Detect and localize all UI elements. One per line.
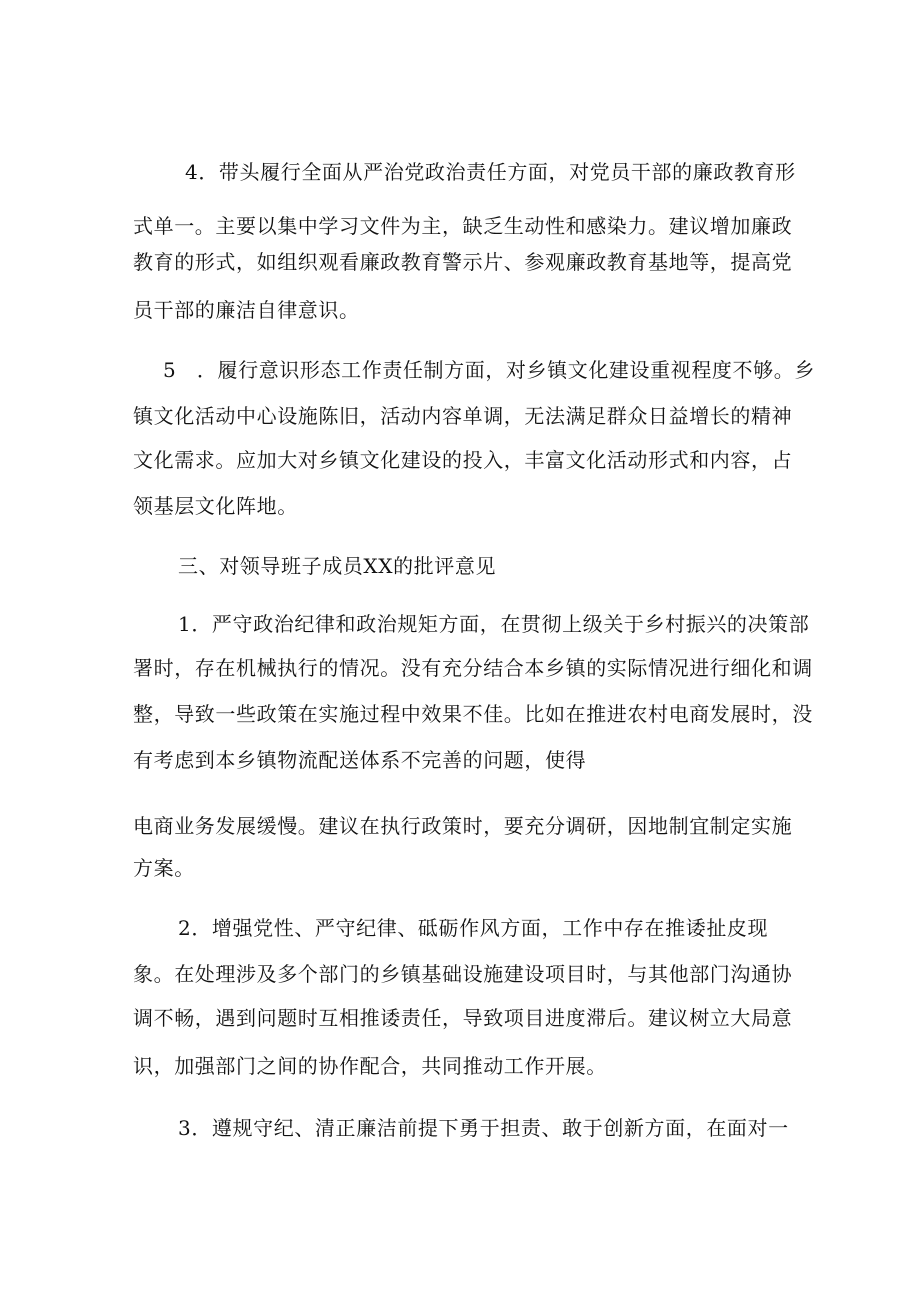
item1-line-3: 整，导致一些政策在实施过程中效果不佳。比如在推进农村电商发展时，没 <box>133 702 813 726</box>
item1-line-6: 方案。 <box>133 856 195 880</box>
section-heading: 三、对领导班子成员XX的批评意见 <box>178 554 497 578</box>
para5-line-3: 文化需求。应加大对乡镇文化建设的投入，丰富文化活动形式和内容，占 <box>133 448 793 472</box>
para5-line-1: 5 ．履行意识形态工作责任制方面，对乡镇文化建设重视程度不够。乡 <box>163 358 815 382</box>
para4-line-3: 教育的形式，如组织观看廉政教育警示片、参观廉政教育基地等，提高党 <box>133 250 793 274</box>
para5-line-4: 领基层文化阵地。 <box>133 494 298 518</box>
item1-line-5: 电商业务发展缓慢。建议在执行政策时，要充分调研，因地制宜制定实施 <box>133 814 793 838</box>
item2-line-3: 调不畅，遇到问题时互相推诿责任，导致项目进度滞后。建议树立大局意 <box>133 1006 793 1030</box>
item3-line-1: 3．遵规守纪、清正廉洁前提下勇于担责、敢于创新方面，在面对一 <box>178 1116 789 1140</box>
item1-line-4: 有考虑到本乡镇物流配送体系不完善的问题，使得 <box>133 748 587 772</box>
item1-line-2: 署时，存在机械执行的情况。没有充分结合本乡镇的实际情况进行细化和调 <box>133 656 813 680</box>
item2-line-4: 识，加强部门之间的协作配合，共同推动工作开展。 <box>133 1054 607 1078</box>
item2-line-2: 象。在处理涉及多个部门的乡镇基础设施建设项目时，与其他部门沟通协 <box>133 962 793 986</box>
para5-line-2: 镇文化活动中心设施陈旧，活动内容单调，无法满足群众日益增长的精神 <box>133 404 793 428</box>
para4-line-4: 员干部的廉洁自律意识。 <box>133 298 360 322</box>
para4-line-1: 4．带头履行全面从严治党政治责任方面，对党员干部的廉政教育形 <box>185 160 796 184</box>
para4-line-2: 式单一。主要以集中学习文件为主，缺乏生动性和感染力。建议增加廉政 <box>133 214 793 238</box>
item2-line-1: 2．增强党性、严守纪律、砥砺作风方面，工作中存在推诿扯皮现 <box>178 916 769 940</box>
item1-line-1: 1．严守政治纪律和政治规矩方面，在贯彻上级关于乡村振兴的决策部 <box>178 612 810 636</box>
